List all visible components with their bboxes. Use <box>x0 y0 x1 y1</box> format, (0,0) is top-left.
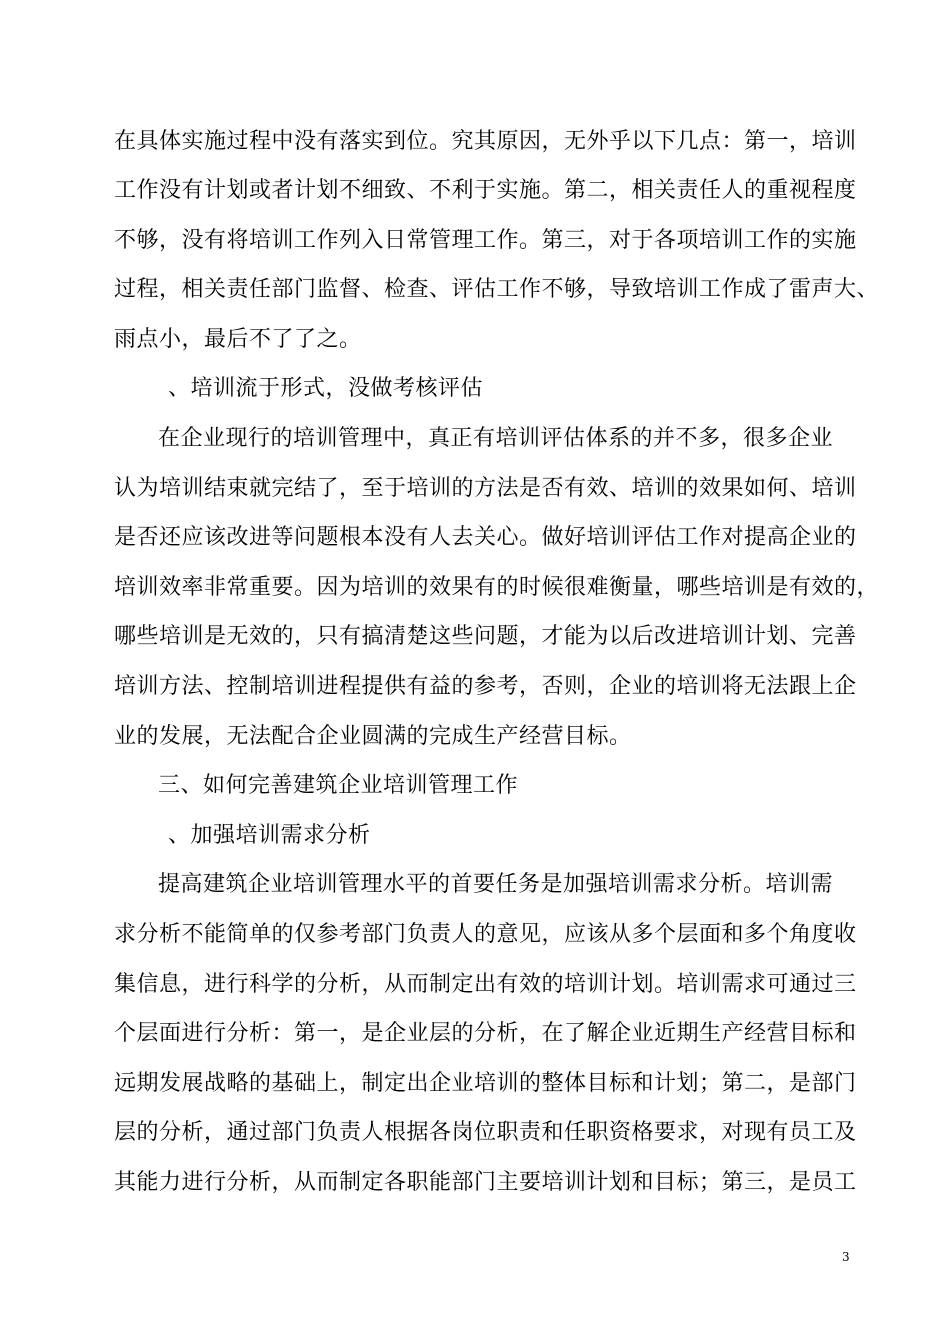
text-line: 个层面进行分析：第一，是企业层的分析，在了解企业近期生产经营目标和 <box>114 1021 857 1046</box>
text-line: 远期发展战略的基础上，制定出企业培训的整体目标和计划；第二，是部门 <box>114 1071 857 1096</box>
text-line: 认为培训结束就完结了，至于培训的方法是否有效、培训的效果如何、培训 <box>114 476 857 501</box>
text-line: 提高建筑企业培训管理水平的首要任务是加强培训需求分析。培训需 <box>158 872 834 897</box>
text-line: 雨点小，最后不了了之。 <box>114 327 362 352</box>
text-line: 哪些培训是无效的，只有搞清楚这些问题，才能为以后改进培训计划、完善 <box>114 624 857 649</box>
text-line: 培训方法、控制培训进程提供有益的参考，否则，企业的培训将无法跟上企 <box>114 674 857 699</box>
text-line: 工作没有计划或者计划不细致、不利于实施。第二，相关责任人的重视程度 <box>114 178 857 203</box>
text-line: 在具体实施过程中没有落实到位。究其原因，无外乎以下几点：第一，培训 <box>114 129 857 154</box>
section-heading: 、培训流于形式，没做考核评估 <box>168 376 484 401</box>
text-line: 业的发展，无法配合企业圆满的完成生产经营目标。 <box>114 724 632 749</box>
page-number: 3 <box>842 1250 850 1264</box>
text-line: 求分析不能简单的仅参考部门负责人的意见，应该从多个层面和多个角度收 <box>114 922 857 947</box>
text-line: 集信息，进行科学的分析，从而制定出有效的培训计划。培训需求可通过三 <box>114 972 857 997</box>
text-line: 是否还应该改进等问题根本没有人去关心。做好培训评估工作对提高企业的 <box>114 525 857 550</box>
text-line: 层的分析，通过部门负责人根据各岗位职责和任职资格要求，对现有员工及 <box>114 1120 857 1145</box>
section-heading: 三、如何完善建筑企业培训管理工作 <box>158 773 519 798</box>
text-line: 不够，没有将培训工作列入日常管理工作。第三，对于各项培训工作的实施 <box>114 228 857 253</box>
text-line: 培训效率非常重要。因为培训的效果有的时候很难衡量，哪些培训是有效的， <box>114 575 880 600</box>
text-line: 过程，相关责任部门监督、检查、评估工作不够，导致培训工作成了雷声大、 <box>114 277 880 302</box>
subsection-heading: 、加强培训需求分析 <box>168 823 371 848</box>
text-line: 在企业现行的培训管理中，真正有培训评估体系的并不多，很多企业 <box>158 426 834 451</box>
text-line: 其能力进行分析，从而制定各职能部门主要培训计划和目标；第三，是员工 <box>114 1170 857 1195</box>
